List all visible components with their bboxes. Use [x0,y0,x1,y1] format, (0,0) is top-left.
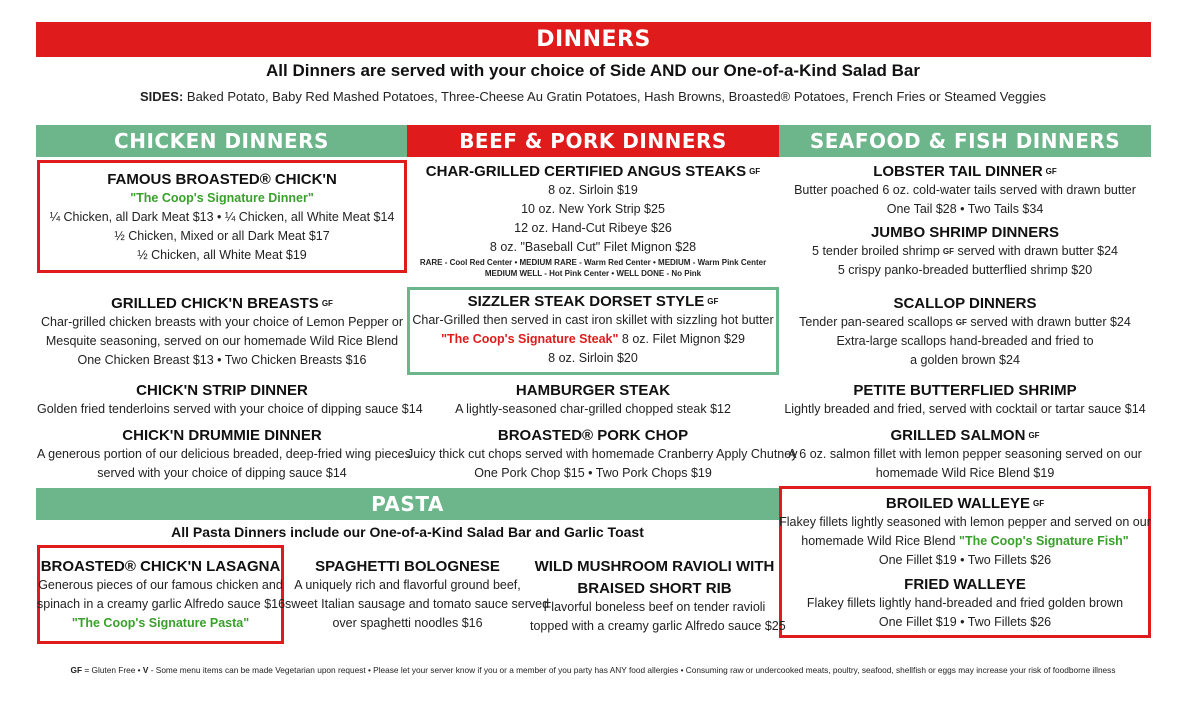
item-title: SIZZLER STEAK DORSET STYLE [467,293,705,310]
menu-item-grilled-breasts [37,294,407,370]
item-title: SPAGHETTI BOLOGNESE [315,558,500,575]
menu-item-ravioli [530,557,786,636]
sides-text: Baked Potato, Baby Red Mashed Potatoes, Three-Cheese Au Gratin Potatoes, Hash Browns, Broasted® Potatoes, French Fries or Steamed Veggies [186,89,1047,104]
beef-section-header: BEEF & PORK DINNERS [407,125,779,157]
menu-item-grilled-salmon [779,426,1151,483]
item-description: Butter poached 6 oz. cold-water tails served with drawn butter [794,183,1136,197]
steak-temperatures: MEDIUM WELL - Hot Pink Center • WELL DONE - No Pink [484,269,702,278]
item-price-line: One Chicken Breast $13 • Two Chicken Breasts $16 [77,353,367,367]
steak-temperatures: RARE - Cool Red Center • MEDIUM RARE - Warm Red Center • MEDIUM - Warm Pink Center [419,258,767,267]
item-price-line: 8 oz. Sirloin $20 [548,351,638,365]
gf-mark: GF [749,167,761,176]
item-description: Golden fried tenderloins served with your choice of dipping sauce $14 [37,402,423,416]
signature-label: "The Coop's Signature Dinner" [130,191,314,205]
item-description: 5 tender broiled shrimp [812,244,940,258]
item-title: FRIED WALLEYE [904,576,1026,593]
item-price-line: One Fillet $19 • Two Fillets $26 [878,553,1052,567]
pasta-subtitle: All Pasta Dinners include our One-of-a-Kind Salad Bar and Garlic Toast [171,524,644,540]
item-price-line: ½ Chicken, all White Meat $19 [137,248,307,262]
item-title: BROILED WALLEYE [885,495,1031,512]
item-description: Generous pieces of our famous chicken and [38,578,283,592]
signature-label: "The Coop's Signature Fish" [959,534,1129,548]
menu-item-lobster-tail [779,162,1151,219]
item-title: GRILLED CHICK'N BREASTS [111,295,319,312]
item-title: PETITE BUTTERFLIED SHRIMP [853,382,1077,399]
item-title: JUMBO SHRIMP DINNERS [870,224,1060,241]
dinners-header: DINNERS [36,22,1151,57]
item-title: CHICK'N STRIP DINNER [136,382,308,399]
footer-disclaimer: - Some menu items can be made Vegetarian upon request • Please let your server know if you or a member of you party has ANY food allergies • Consuming raw or undercooked meats, poultry, seafood, shellfish or eggs may increase your risk of foodborne illness [150,665,1116,675]
item-price-line: 8 oz. Sirloin $19 [548,183,638,197]
item-description: Mesquite seasoning, served on our homemade Wild Rice Blend [45,334,399,348]
item-description: A 6 oz. salmon fillet with lemon pepper seasoning served on our [788,447,1142,461]
menu-item-fried-walleye [779,575,1151,632]
item-price-line: 5 crispy panko-breaded butterflied shrimp $20 [837,263,1093,277]
item-description: homemade Wild Rice Blend [801,534,956,548]
item-price-line [407,330,779,349]
menu-item-strip-dinner [37,381,423,419]
gf-mark: GF [321,299,333,308]
item-price-line: One Pork Chop $15 • Two Pork Chops $19 [474,466,712,480]
item-description: Juicy thick cut chops served with homemade Cranberry Apply Chutney [407,447,798,461]
item-price: 8 oz. Filet Mignon $29 [621,332,745,346]
item-price-line: over spaghetti noodles $16 [332,616,483,630]
item-price-line: 10 oz. New York Strip $25 [521,202,665,216]
pasta-section-header: PASTA [36,488,779,520]
item-price-line: topped with a creamy garlic Alfredo sauce $25 [530,619,786,633]
menu-item-drummie-dinner [37,426,411,483]
item-description: Flakey fillets lightly seasoned with lemon pepper and served on our [779,515,1151,529]
signature-label: "The Coop's Signature Steak" [441,332,619,346]
item-description: spinach in a creamy garlic Alfredo sauce $16 [37,597,286,611]
item-description: served with drawn butter $24 [957,244,1118,258]
menu-item-bolognese [285,557,550,633]
gf-definition: = Gluten Free • [84,665,141,675]
item-title: BROASTED® CHICK'N LASAGNA [40,558,281,575]
gf-mark: GF [707,297,719,306]
item-price-line: ¼ Chicken, all Dark Meat $13 • ¼ Chicken, all White Meat $14 [49,210,395,224]
sides-label: SIDES: [139,89,184,104]
menu-item-broiled-walleye [779,494,1151,570]
menu-item-lasagna [37,557,284,633]
item-title: FAMOUS BROASTED® CHICK'N [107,171,337,188]
menu-item-hamburger-steak [407,381,779,419]
item-description: Lightly breaded and fried, served with cocktail or tartar sauce $14 [784,402,1146,416]
dinners-subtitle: All Dinners are served with your choice of Side AND our One-of-a-Kind Salad Bar [266,61,920,80]
menu-item-pork-chop [407,426,798,483]
item-title: WILD MUSHROOM RAVIOLI WITH [534,558,775,575]
item-price-line: One Fillet $19 • Two Fillets $26 [878,615,1052,629]
item-title: GRILLED SALMON [890,427,1026,444]
gf-mark: GF [1028,431,1040,440]
item-description: Tender pan-seared scallops [799,315,953,329]
item-title: CHICK'N DRUMMIE DINNER [122,427,322,444]
menu-item-scallops [779,294,1151,370]
menu-item-jumbo-shrimp [779,223,1151,280]
item-description: Char-grilled chicken breasts with your choice of Lemon Pepper or [41,315,403,329]
item-description: A lightly-seasoned char-grilled chopped steak $12 [455,402,731,416]
item-price-line: One Tail $28 • Two Tails $34 [886,202,1044,216]
item-price-line: homemade Wild Rice Blend $19 [875,466,1055,480]
item-description: Flavorful boneless beef on tender ravioli [543,600,766,614]
item-price-line: 8 oz. "Baseball Cut" Filet Mignon $28 [489,240,697,254]
item-description: A uniquely rich and flavorful ground beef, [294,578,521,592]
gf-mark: GF [1033,499,1045,508]
item-title: BRAISED SHORT RIB [577,580,732,597]
item-description: A generous portion of our delicious breaded, deep-fried wing pieces [37,447,411,461]
footer-note [0,664,1186,676]
item-title: BROASTED® PORK CHOP [497,427,689,444]
item-price-line: a golden brown $24 [910,353,1020,367]
item-description: served with drawn butter $24 [970,315,1131,329]
gf-mark: GF [942,247,954,256]
item-description: Char-Grilled then served in cast iron skillet with sizzling hot butter [412,313,774,327]
gf-abbrev: GF [70,665,83,675]
v-abbrev: V [142,665,149,675]
item-title: LOBSTER TAIL DINNER [873,163,1043,180]
menu-item-petite-shrimp [779,381,1151,419]
gf-mark: GF [1045,167,1057,176]
signature-label: "The Coop's Signature Pasta" [71,616,250,630]
item-title: CHAR-GRILLED CERTIFIED ANGUS STEAKS [425,163,747,180]
item-description: served with your choice of dipping sauce $14 [97,466,347,480]
menu-item-angus-steaks [407,162,779,279]
chicken-section-header: CHICKEN DINNERS [36,125,407,157]
gf-mark: GF [955,318,967,327]
menu-item-broasted-chicken [37,170,407,265]
item-title: SCALLOP DINNERS [893,295,1037,312]
menu-item-sizzler-steak [407,292,779,368]
item-description: sweet Italian sausage and tomato sauce served [285,597,550,611]
item-price-line: 12 oz. Hand-Cut Ribeye $26 [514,221,672,235]
item-description: Extra-large scallops hand-breaded and fried to [836,334,1094,348]
item-description: Flakey fillets lightly hand-breaded and fried golden brown [806,596,1124,610]
item-price-line: ½ Chicken, Mixed or all Dark Meat $17 [114,229,330,243]
item-title: HAMBURGER STEAK [515,382,671,399]
sides-line [0,88,1186,106]
seafood-section-header: SEAFOOD & FISH DINNERS [779,125,1151,157]
